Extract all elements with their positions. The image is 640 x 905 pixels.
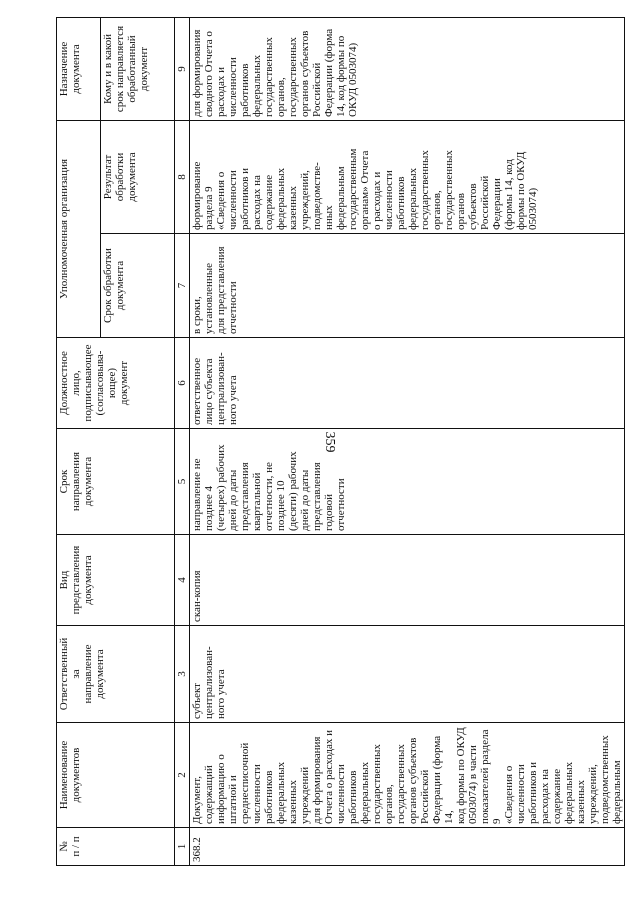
header-row-top <box>57 17 101 865</box>
cell-responsible: субъект централизован- ного учета <box>190 626 625 723</box>
header-form: Вид представления документа <box>57 535 175 626</box>
column-number-row <box>175 17 190 865</box>
column-number: 4 <box>175 535 190 626</box>
header-recipient: Кому и в какой срок направляется обработанный документ <box>101 17 175 120</box>
rotated-table-wrapper <box>56 18 623 866</box>
header-purpose: Назначение документа <box>57 17 101 120</box>
page-number: 359 <box>322 431 337 453</box>
header-responsible: Ответственный за направление документа <box>57 626 175 723</box>
header-n-pp: № п / п <box>57 828 175 866</box>
cell-processing-term: в сроки, установленные для представления отчетности <box>190 234 625 338</box>
header-processing-result: Результат обработки документа <box>101 120 175 233</box>
header-term: Срок направления документа <box>57 429 175 535</box>
header-processing-term: Срок обработки документа <box>101 234 175 338</box>
column-number: 3 <box>175 626 190 723</box>
header-name: Наименование документов <box>57 723 175 828</box>
column-number: 6 <box>175 338 190 429</box>
table-row <box>190 17 625 865</box>
cell-form: скан-копия <box>190 535 625 626</box>
cell-num: 368.2 <box>190 828 625 866</box>
cell-processing-result: формирование раздела 9 «Сведения о численности работников и расходах на содержание федеральных казенных учреждений, подведомстве- нных федеральным государственным органам» Отчета о расходах и численности работников федеральных государственных органов, государственных органов субъектов Российской Федерации (формы 14, код формы по ОКУД 0503074) <box>190 120 625 233</box>
column-number: 9 <box>175 17 190 120</box>
column-number: 1 <box>175 828 190 866</box>
cell-official: ответственное лицо субъекта централизован- ного учета <box>190 338 625 429</box>
document-table <box>56 17 625 866</box>
header-authorized-org: Уполномоченная организация <box>57 120 101 337</box>
cell-name: Документ, содержащий информацию о штатной и среднесписочной численности работников федеральных казенных учреждений для формирования Отчета о расходах и численности работников федеральных государственных органов, государственных органов субъектов Российской Федерации (форма 14, код формы по ОКУД 0503074) в части показателей раздела 9 «Сведения о численности работников и расходах на содержание федеральных казенных учреждений, подведомственных федеральным <box>190 723 625 828</box>
header-official: Должностное лицо, подписывающее (согласовыва- ющее) документ <box>57 338 175 429</box>
column-number: 8 <box>175 120 190 233</box>
cell-term: направление не позднее 4 (четырех) рабочих дней до даты представления квартальной отчетности, не позднее 10 (десяти) рабочих дней до даты представления годовой отчетности <box>190 429 625 535</box>
cell-recipient: для формирования сводного Отчета о расходах и численности работников федеральных государственных органов, государственных органов субъектов Российской Федерации (форма 14, код формы по ОКУД 0503074) <box>190 17 625 120</box>
column-number: 5 <box>175 429 190 535</box>
column-number: 7 <box>175 234 190 338</box>
column-number: 2 <box>175 723 190 828</box>
